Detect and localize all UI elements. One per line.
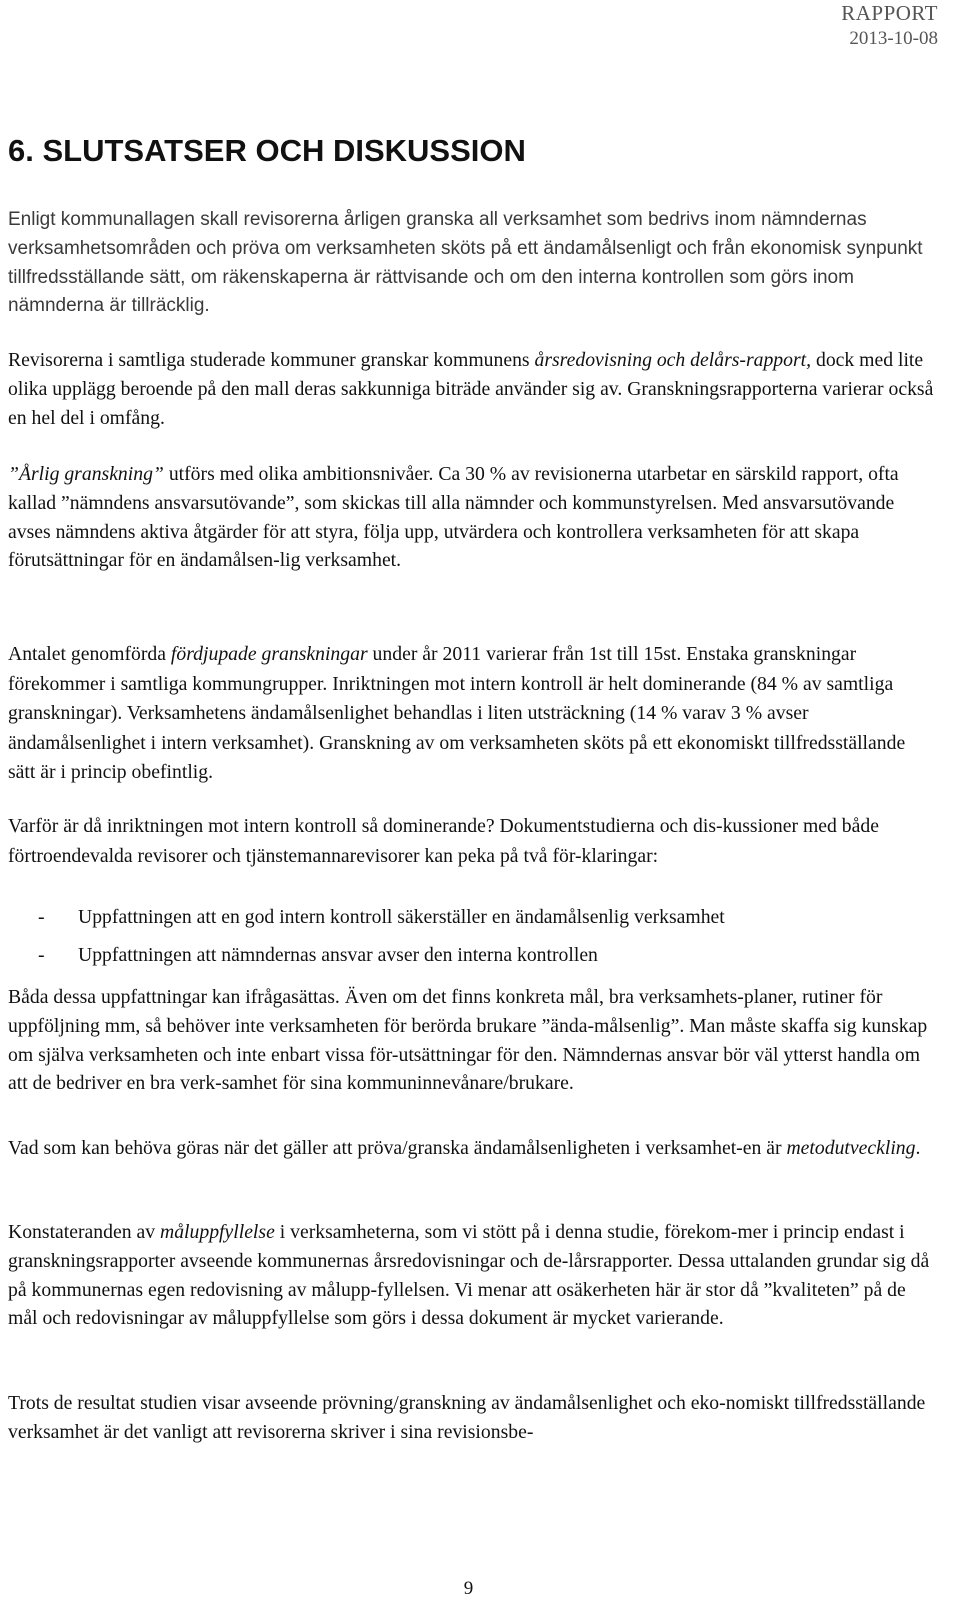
text-segment: i verksamheterna, som vi stött på i denna studie, förekom-mer i princip endast i granskningsrapporter avseende kommunernas årsredovisningar och de-lårsrapporter. Dessa uttalanden grundar sig då på kommunernas egen redovisning av målupp-fyllelsen. Vi menar att osäkerheten här är stor då ”kvaliteten” på de mål och redovisningar av måluppfyllelse som görs i dessa dokument är mycket varierande. — [8, 1221, 930, 1330]
page-number: 9 — [463, 1578, 474, 1599]
text-segment: Konstateranden av — [8, 1221, 160, 1243]
paragraph-goal-fulfilment — [8, 1218, 934, 1333]
paragraph-despite-results: Trots de resultat studien visar avseende prövning/granskning av ändamålsenlighet och eko-nomiskt tillfredsställande verksamhet är det vanligt att revisorerna skriver i sina revisionsbe- — [8, 1392, 926, 1443]
paragraph-annual-review — [8, 346, 934, 432]
text-segment: dock med lite olika upplägg beroende på den mall deras sakkunniga biträde använder sig av. Granskningsrapporterna varierar också en hel del i omfång. — [8, 349, 934, 429]
text-segment: Antalet genomförda — [8, 643, 171, 665]
paragraph-intro: Enligt kommunallagen skall revisorerna årligen granska all verksamhet som bedrivs inom nämndernas verksamhetsområden och pröva om verksamheten sköts på ett ändamålsenligt och från ekonomisk synpunkt tillfredsställande sätt, om räkenskaperna är rättvisande och om den interna kontrollen som görs inom nämnderna är tillräcklig. — [8, 209, 923, 317]
emphasis-text: metodutveckling — [786, 1137, 916, 1159]
report-date: 2013-10-08 — [849, 28, 938, 49]
paragraph-yearly-review — [8, 460, 934, 575]
paragraph-questioning: Båda dessa uppfattningar kan ifrågasättas. Även om det finns konkreta mål, bra verksamhets-planer, rutiner för uppföljning mm, så behöver inte verksamheten för berörda brukare ”ända-målsenlig”. Man måste skaffa sig kunskap om själva verksamheten och inte enbart vissa för-utsättningar för den. Nämndernas ansvar bör väl ytterst handla om att de bedriver en bra verk-samhet för sina kommuninnevånare/brukare. — [8, 986, 928, 1095]
paragraph-why-internal-control: Varför är då inriktningen mot intern kontroll så dominerande? Dokumentstudierna och dis-kussioner med både förtroendevalda revisorer och tjänstemannarevisorer kan peka på två för-klaringar: — [8, 815, 879, 867]
report-header — [841, 0, 938, 52]
list-item-text: Uppfattningen att en god intern kontroll säkerställer en ändamålsenlig verksamhet — [78, 906, 725, 928]
emphasis-text: ”Årlig granskning” — [8, 463, 164, 485]
emphasis-text: måluppfyllelse — [159, 1221, 275, 1243]
report-label: RAPPORT — [841, 1, 938, 25]
list-item — [38, 944, 598, 967]
paragraph-in-depth-reviews — [8, 640, 934, 788]
text-segment: under år 2011 varierar från 1st till 15st. Enstaka granskningar förekommer i samtliga kommungrupper. Inriktningen mot intern kontroll är helt dominerande (84 % av samtliga granskningar). Verksamhetens ändamålsenlighet behandlas i liten utsträckning (14 % varav 3 % avser ändamålsenlighet i intern verksamhet). Granskning av om verksamheten sköts på ett ekonomiskt tillfredsställande sätt är i princip obefintlig. — [8, 643, 906, 784]
list-bullet: - — [38, 906, 45, 928]
text-segment: Revisorerna i samtliga studerade kommuner granskar kommunens — [8, 349, 535, 371]
text-segment: Vad som kan behöva göras när det gäller att pröva/granska ändamålsenligheten i verksamhet-en är — [8, 1137, 787, 1159]
list-item-text: Uppfattningen att nämndernas ansvar avser den interna kontrollen — [78, 944, 598, 966]
list-bullet: - — [38, 944, 45, 966]
section-heading: 6. SLUTSATSER OCH DISKUSSION — [8, 133, 526, 168]
emphasis-text: fördjupade granskningar — [170, 643, 368, 665]
paragraph-method-development — [8, 1134, 934, 1163]
emphasis-text: årsredovisning och delårs-rapport, — [534, 349, 812, 371]
text-segment: . — [915, 1137, 921, 1159]
text-segment: utförs med olika ambitionsnivåer. Ca 30 % av revisionerna utarbetar en särskild rapport, ofta kallad ”nämndens ansvarsutövande”, som skickas till alla nämnder och kommunstyrelsen. Med ansvarsutövande avses nämndens aktiva åtgärder för att styra, följa upp, utvärdera och kontrollera verksamheten för att skapa förutsättningar för en ändamålsen-lig verksamhet. — [8, 463, 899, 572]
list-item — [38, 906, 725, 929]
